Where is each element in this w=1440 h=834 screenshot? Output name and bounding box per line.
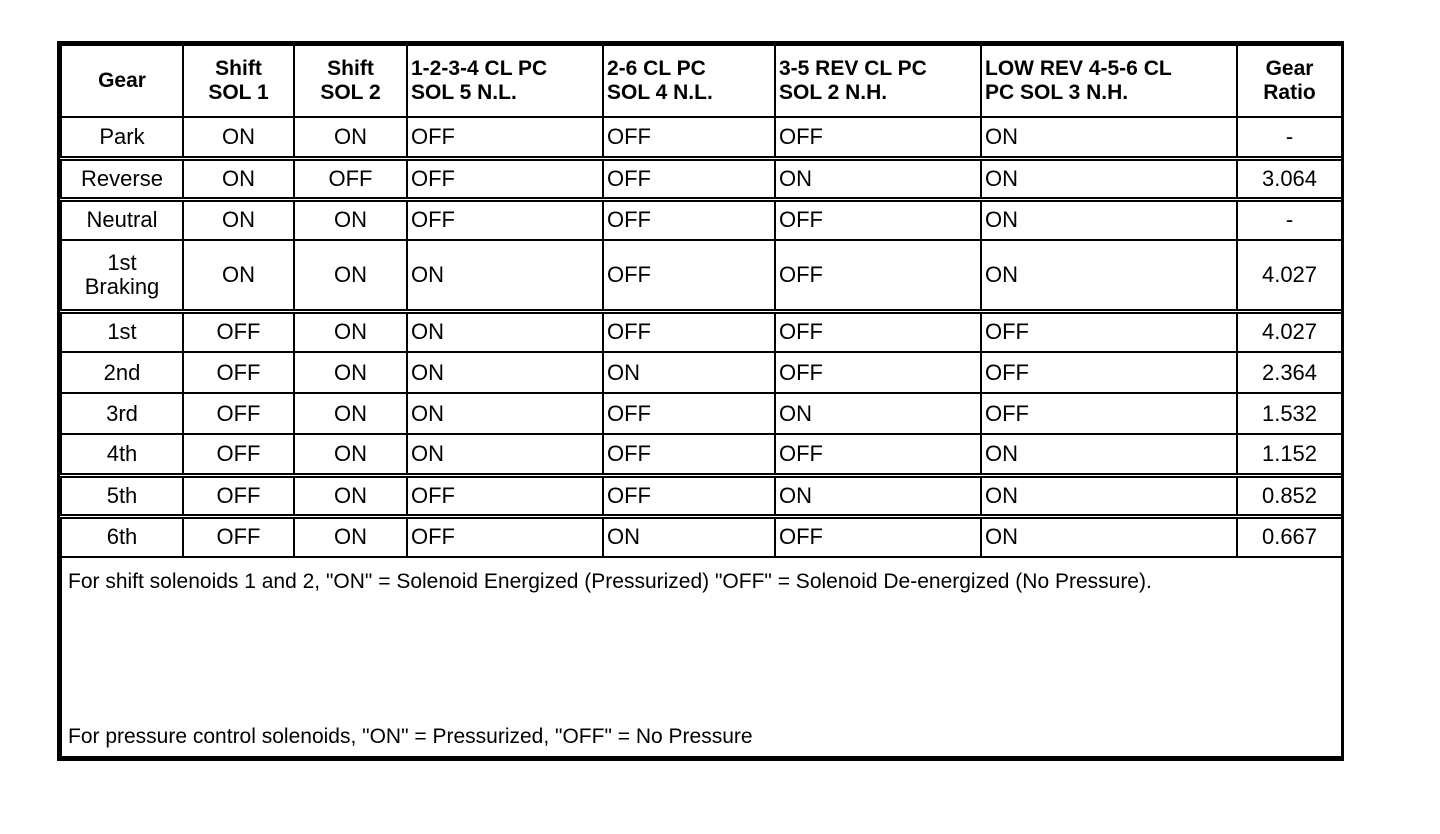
cell-shift-sol-1: OFF	[183, 352, 294, 393]
cell-1234-cl-pc: ON	[407, 352, 603, 393]
cell-1234-cl-pc: OFF	[407, 158, 603, 199]
cell-35-rev-cl-pc: OFF	[775, 516, 981, 557]
cell-gear: 4th	[61, 434, 183, 475]
cell-gear-ratio: 0.852	[1237, 475, 1342, 516]
solenoid-gear-table	[57, 41, 1344, 761]
header-shift-sol-2: Shift SOL 2	[294, 45, 407, 117]
cell-shift-sol-2: ON	[294, 117, 407, 158]
cell-low-rev-456-cl: ON	[981, 117, 1237, 158]
table-row	[61, 117, 1342, 158]
cell-low-rev-456-cl: ON	[981, 475, 1237, 516]
cell-shift-sol-2: ON	[294, 240, 407, 311]
cell-shift-sol-1: OFF	[183, 393, 294, 434]
header-1234-cl-pc: 1-2-3-4 CL PC SOL 5 N.L.	[407, 45, 603, 117]
header-gear-ratio: Gear Ratio	[1237, 45, 1342, 117]
note-pressure-solenoids: For pressure control solenoids, "ON" = Pressurized, "OFF" = No Pressure	[68, 725, 753, 748]
cell-26-cl-pc: ON	[603, 352, 775, 393]
cell-shift-sol-1: ON	[183, 240, 294, 311]
cell-26-cl-pc: OFF	[603, 393, 775, 434]
cell-35-rev-cl-pc: ON	[775, 475, 981, 516]
table-row	[61, 240, 1342, 311]
cell-low-rev-456-cl: OFF	[981, 352, 1237, 393]
header-26-cl-pc: 2-6 CL PC SOL 4 N.L.	[603, 45, 775, 117]
cell-gear: 1st Braking	[61, 240, 183, 311]
header-shift-sol-1: Shift SOL 1	[183, 45, 294, 117]
cell-gear-ratio: 0.667	[1237, 516, 1342, 557]
cell-shift-sol-1: OFF	[183, 516, 294, 557]
cell-gear-ratio: 2.364	[1237, 352, 1342, 393]
cell-gear: 6th	[61, 516, 183, 557]
cell-1234-cl-pc: ON	[407, 240, 603, 311]
cell-gear-ratio: 1.532	[1237, 393, 1342, 434]
cell-35-rev-cl-pc: OFF	[775, 199, 981, 240]
header-row	[61, 45, 1342, 117]
cell-gear: Park	[61, 117, 183, 158]
cell-shift-sol-2: ON	[294, 475, 407, 516]
cell-1234-cl-pc: OFF	[407, 199, 603, 240]
cell-shift-sol-1: ON	[183, 117, 294, 158]
cell-1234-cl-pc: OFF	[407, 516, 603, 557]
cell-35-rev-cl-pc: OFF	[775, 117, 981, 158]
cell-low-rev-456-cl: ON	[981, 158, 1237, 199]
table-row	[61, 393, 1342, 434]
table-row	[61, 352, 1342, 393]
cell-26-cl-pc: ON	[603, 516, 775, 557]
cell-gear-ratio: 4.027	[1237, 240, 1342, 311]
cell-shift-sol-1: ON	[183, 158, 294, 199]
cell-35-rev-cl-pc: OFF	[775, 352, 981, 393]
cell-low-rev-456-cl: ON	[981, 199, 1237, 240]
cell-shift-sol-2: OFF	[294, 158, 407, 199]
cell-low-rev-456-cl: ON	[981, 516, 1237, 557]
cell-26-cl-pc: OFF	[603, 311, 775, 352]
cell-26-cl-pc: OFF	[603, 117, 775, 158]
header-low-rev-456-cl: LOW REV 4-5-6 CL PC SOL 3 N.H.	[981, 45, 1237, 117]
cell-gear: 3rd	[61, 393, 183, 434]
cell-gear-ratio: -	[1237, 117, 1342, 158]
cell-shift-sol-2: ON	[294, 199, 407, 240]
table	[60, 44, 1343, 758]
cell-1234-cl-pc: OFF	[407, 475, 603, 516]
cell-shift-sol-1: OFF	[183, 311, 294, 352]
cell-1234-cl-pc: ON	[407, 434, 603, 475]
cell-shift-sol-1: ON	[183, 199, 294, 240]
cell-shift-sol-2: ON	[294, 311, 407, 352]
cell-26-cl-pc: OFF	[603, 158, 775, 199]
cell-35-rev-cl-pc: OFF	[775, 240, 981, 311]
cell-1234-cl-pc: ON	[407, 311, 603, 352]
table-row	[61, 475, 1342, 516]
cell-26-cl-pc: OFF	[603, 240, 775, 311]
cell-1234-cl-pc: OFF	[407, 117, 603, 158]
header-35-rev-cl-pc: 3-5 REV CL PC SOL 2 N.H.	[775, 45, 981, 117]
note-shift-solenoids: For shift solenoids 1 and 2, "ON" = Solenoid Energized (Pressurized) "OFF" = Solenoid De-energized (No Pressure).	[68, 570, 1152, 593]
cell-low-rev-456-cl: ON	[981, 434, 1237, 475]
cell-shift-sol-1: OFF	[183, 475, 294, 516]
cell-low-rev-456-cl: ON	[981, 240, 1237, 311]
cell-gear-ratio: 3.064	[1237, 158, 1342, 199]
cell-low-rev-456-cl: OFF	[981, 311, 1237, 352]
cell-gear: 1st	[61, 311, 183, 352]
notes-row	[61, 557, 1342, 757]
cell-shift-sol-2: ON	[294, 393, 407, 434]
table-row	[61, 516, 1342, 557]
cell-26-cl-pc: OFF	[603, 475, 775, 516]
table-row	[61, 434, 1342, 475]
cell-gear: Reverse	[61, 158, 183, 199]
cell-shift-sol-2: ON	[294, 434, 407, 475]
cell-gear-ratio: 4.027	[1237, 311, 1342, 352]
cell-1234-cl-pc: ON	[407, 393, 603, 434]
cell-gear: 5th	[61, 475, 183, 516]
cell-gear: 2nd	[61, 352, 183, 393]
cell-35-rev-cl-pc: OFF	[775, 311, 981, 352]
cell-gear: Neutral	[61, 199, 183, 240]
cell-26-cl-pc: OFF	[603, 434, 775, 475]
cell-35-rev-cl-pc: OFF	[775, 434, 981, 475]
notes-cell	[61, 557, 1342, 757]
cell-35-rev-cl-pc: ON	[775, 158, 981, 199]
cell-26-cl-pc: OFF	[603, 199, 775, 240]
cell-35-rev-cl-pc: ON	[775, 393, 981, 434]
cell-shift-sol-2: ON	[294, 352, 407, 393]
table-row	[61, 199, 1342, 240]
table-row	[61, 158, 1342, 199]
cell-shift-sol-1: OFF	[183, 434, 294, 475]
cell-shift-sol-2: ON	[294, 516, 407, 557]
cell-low-rev-456-cl: OFF	[981, 393, 1237, 434]
header-gear: Gear	[61, 45, 183, 117]
cell-gear-ratio: 1.152	[1237, 434, 1342, 475]
cell-gear-ratio: -	[1237, 199, 1342, 240]
table-row	[61, 311, 1342, 352]
